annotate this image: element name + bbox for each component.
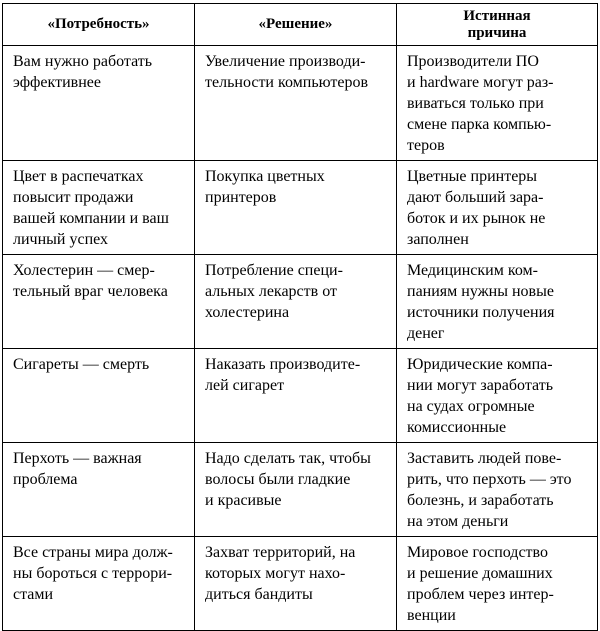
table-row	[3, 161, 598, 255]
cell-need: Перхоть — важная проблема	[3, 443, 195, 537]
cell-true-reason: Производители ПО и hardware могут раз- виваться только при смене парка компью- теров	[397, 46, 598, 161]
header-true-reason: Истинная причина	[397, 4, 598, 46]
cell-need: Холестерин — смер- тельный враг человека	[3, 255, 195, 349]
table-row	[3, 349, 598, 443]
cell-true-reason: Медицинским ком- паниям нужны новые источники получения денег	[397, 255, 598, 349]
cell-true-reason: Цветные принтеры дают больший зара- боток и их рынок не заполнен	[397, 161, 598, 255]
header-row	[3, 4, 598, 46]
table-row	[3, 255, 598, 349]
cell-true-reason: Юридические компа- нии могут заработать на судах огромные комиссионные	[397, 349, 598, 443]
cell-need: Вам нужно работать эффективнее	[3, 46, 195, 161]
comparison-table	[2, 3, 598, 631]
cell-need: Все страны мира долж- ны бороться с террори- стами	[3, 537, 195, 631]
cell-solution: Захват территорий, на которых могут нахо- диться бандиты	[195, 537, 397, 631]
table-row	[3, 46, 598, 161]
cell-solution: Потребление специ- альных лекарств от холестерина	[195, 255, 397, 349]
header-need: «Потребность»	[3, 4, 195, 46]
header-solution: «Решение»	[195, 4, 397, 46]
cell-solution: Увеличение производи- тельности компьютеров	[195, 46, 397, 161]
cell-need: Цвет в распечатках повысит продажи вашей компании и ваш личный успех	[3, 161, 195, 255]
cell-solution: Покупка цветных принтеров	[195, 161, 397, 255]
cell-solution: Надо сделать так, чтобы волосы были гладкие и красивые	[195, 443, 397, 537]
cell-solution: Наказать производите- лей сигарет	[195, 349, 397, 443]
table-row	[3, 537, 598, 631]
cell-true-reason: Мировое господство и решение домашних проблем через интер- венции	[397, 537, 598, 631]
cell-need: Сигареты — смерть	[3, 349, 195, 443]
table-row	[3, 443, 598, 537]
cell-true-reason: Заставить людей пове- рить, что перхоть — это болезнь, и заработать на этом деньги	[397, 443, 598, 537]
